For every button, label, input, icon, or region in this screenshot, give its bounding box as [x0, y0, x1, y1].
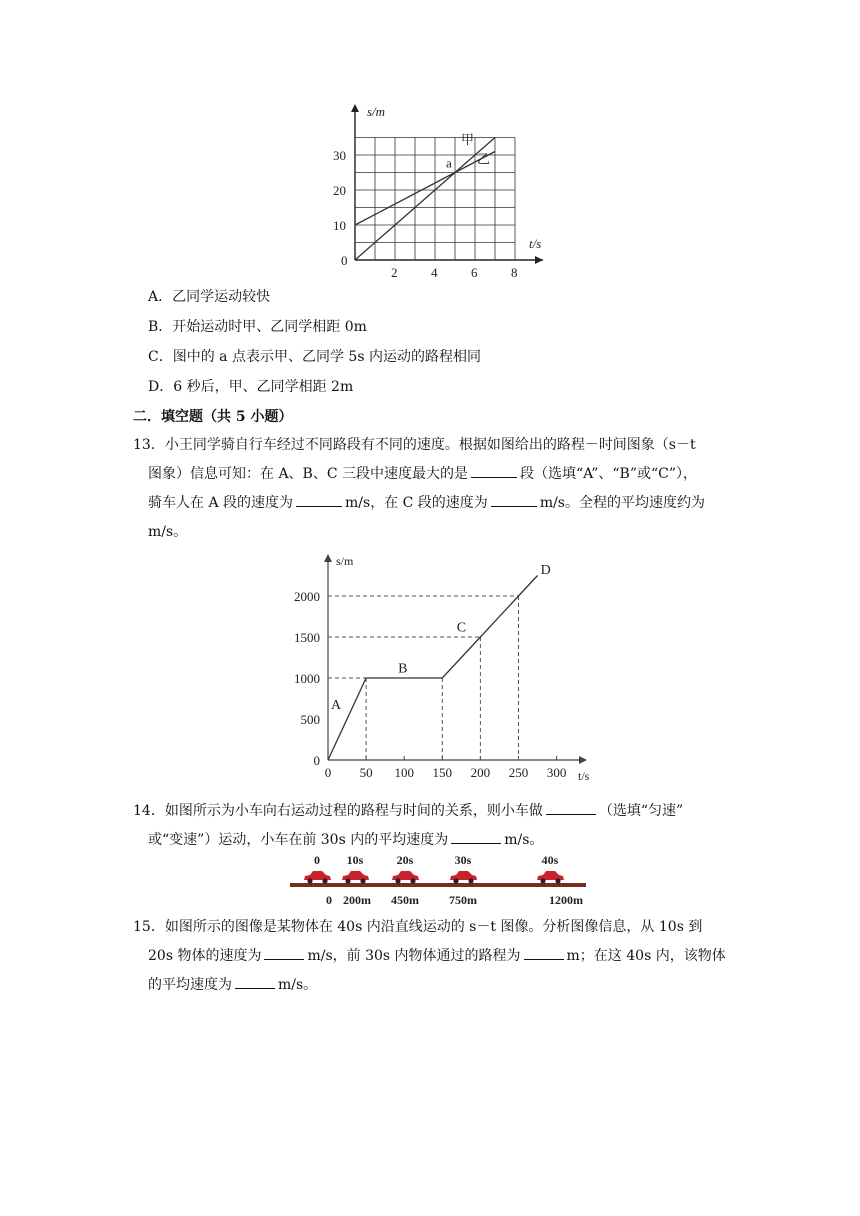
- q15-text: 的平均速度为: [148, 977, 232, 993]
- y-tick-label: 30: [333, 148, 346, 163]
- y-axis-arrow: [324, 554, 332, 562]
- y-tick-label: 1500: [294, 630, 320, 645]
- q13-text: 图象）信息可知：在 A、B、C 三段中速度最大的是: [148, 466, 469, 482]
- q14-line2: [148, 829, 543, 850]
- y-axis-label: s/m: [336, 554, 354, 568]
- q15-line1: 15．如图所示的图像是某物体在 40s 内沿直线运动的 s－t 图像。分析图像信息，从 10s 到: [133, 919, 703, 935]
- distance-label: 0: [326, 893, 332, 907]
- distance-line: [328, 576, 538, 761]
- section-heading: 二．填空题（共 5 小题）: [133, 409, 293, 425]
- x-tick-label: 8: [511, 265, 518, 280]
- origin-label: 0: [341, 253, 348, 268]
- x-tick-label: 6: [471, 265, 478, 280]
- car-icon: [392, 871, 419, 884]
- x-tick-label: 300: [546, 765, 567, 780]
- car-wheel: [453, 878, 458, 883]
- q14-blank-avg-speed[interactable]: [451, 829, 501, 844]
- label-jia: 甲: [461, 131, 475, 147]
- q12-option-b[interactable]: B．开始运动时甲、乙同学相距 0m: [148, 319, 367, 335]
- time-label: 40s: [541, 853, 559, 867]
- distance-label: 1200m: [549, 893, 583, 907]
- segment-label-b: B: [398, 661, 408, 677]
- cyclist-chart-svg: [270, 548, 610, 783]
- q13-blank-fastest[interactable]: [471, 463, 517, 478]
- x-axis-label: t/s: [578, 769, 590, 783]
- car-body: [537, 871, 564, 880]
- car-icon: [304, 871, 331, 884]
- time-label: 10s: [346, 853, 364, 867]
- q13-line3: [148, 492, 705, 513]
- label-a: a: [446, 155, 452, 171]
- time-label: 20s: [396, 853, 414, 867]
- car-wheel: [322, 878, 327, 883]
- car-icon: [342, 871, 369, 884]
- car-road-svg: [285, 850, 595, 910]
- q15-blank-speed[interactable]: [264, 945, 304, 960]
- distance-label: 200m: [343, 893, 371, 907]
- line-jia: [355, 138, 495, 261]
- x-axis-arrow: [579, 756, 587, 764]
- q14-line1: [133, 800, 683, 821]
- y-tick-label: 10: [333, 218, 346, 233]
- x-tick-label: 0: [324, 765, 332, 780]
- q15-text: m/s，前 30s 内物体通过的路程为: [307, 948, 521, 964]
- figure-jia-yi-graph: [330, 100, 550, 280]
- x-tick-label: 100: [394, 765, 414, 780]
- distance-label: 750m: [449, 893, 477, 907]
- distance-label: 450m: [391, 893, 419, 907]
- x-tick-label: 200: [470, 765, 491, 780]
- car-wheel: [540, 878, 545, 883]
- car-icon: [537, 871, 564, 884]
- car-wheel: [345, 878, 350, 883]
- car-wheel: [410, 878, 415, 883]
- segment-label-c: C: [456, 620, 467, 636]
- q13-text: 骑车人在 A 段的速度为: [148, 495, 294, 511]
- q13-line4: m/s。: [148, 524, 188, 540]
- car-wheel: [395, 878, 400, 883]
- q13-blank-speed-c[interactable]: [491, 492, 537, 507]
- q13-text: m/s，在 C 段的速度为: [345, 495, 488, 511]
- segment-label-a: A: [331, 698, 342, 714]
- q13-blank-speed-a[interactable]: [296, 492, 342, 507]
- car-wheel: [468, 878, 473, 883]
- segment-label-d: D: [540, 562, 551, 578]
- car-body: [342, 871, 369, 880]
- line-yi: [355, 152, 495, 226]
- q15-line3: [148, 974, 317, 995]
- y-tick-label: 2000: [294, 589, 320, 604]
- q12-option-a[interactable]: A．乙同学运动较快: [148, 289, 271, 305]
- q14-text: 14．如图所示为小车向右运动过程的路程与时间的关系，则小车做: [133, 803, 543, 819]
- q14-text: m/s。: [504, 832, 544, 848]
- q15-line2: [148, 945, 726, 966]
- q12-option-d[interactable]: D．6 秒后，甲、乙同学相距 2m: [148, 379, 354, 395]
- car-body: [450, 871, 477, 880]
- q14-text: （选填“匀速”: [598, 803, 684, 819]
- q15-text: m；在这 40s 内，该物体: [566, 948, 726, 964]
- car-wheel: [307, 878, 312, 883]
- time-label: 0: [314, 853, 320, 867]
- x-tick-label: 250: [508, 765, 529, 780]
- y-tick-label: 1000: [294, 671, 320, 686]
- y-tick-label: 500: [300, 712, 320, 727]
- y-tick-label: 20: [333, 183, 346, 198]
- x-tick-label: 150: [432, 765, 453, 780]
- y-axis-arrow: [351, 104, 359, 112]
- road: [290, 883, 586, 887]
- q15-text: m/s。: [278, 977, 318, 993]
- q14-blank-motion-type[interactable]: [546, 800, 596, 815]
- car-body: [392, 871, 419, 880]
- x-tick-label: 2: [391, 265, 398, 280]
- x-axis-arrow: [535, 256, 543, 264]
- jia-yi-graph-svg: [330, 100, 550, 280]
- y-tick-label: 0: [313, 753, 320, 768]
- figure-cyclist-chart: [270, 548, 610, 783]
- x-tick-label: 4: [431, 265, 438, 280]
- q15-blank-avg-speed[interactable]: [235, 974, 275, 989]
- car-body: [304, 871, 331, 880]
- q14-text: 或“变速”）运动，小车在前 30s 内的平均速度为: [148, 832, 449, 848]
- q15-text: 20s 物体的速度为: [148, 948, 262, 964]
- x-axis-label: t/s: [529, 236, 542, 251]
- q12-option-c[interactable]: C．图中的 a 点表示甲、乙同学 5s 内运动的路程相同: [148, 349, 481, 365]
- car-wheel: [360, 878, 365, 883]
- y-axis-label: s/m: [367, 104, 386, 119]
- q13-text: 段（选填“A”、“B”或“C”），: [520, 466, 698, 482]
- q15-blank-distance[interactable]: [524, 945, 564, 960]
- x-tick-label: 50: [359, 765, 373, 780]
- car-wheel: [555, 878, 560, 883]
- label-yi: 乙: [477, 151, 491, 167]
- q13-line1: 13．小王同学骑自行车经过不同路段有不同的速度。根据如图给出的路程－时间图象（s－t: [133, 437, 696, 453]
- car-icon: [450, 871, 477, 884]
- q13-line2: [148, 463, 697, 484]
- time-label: 30s: [454, 853, 472, 867]
- q13-text: m/s。全程的平均速度约为: [539, 495, 705, 511]
- figure-car-road: [285, 850, 595, 910]
